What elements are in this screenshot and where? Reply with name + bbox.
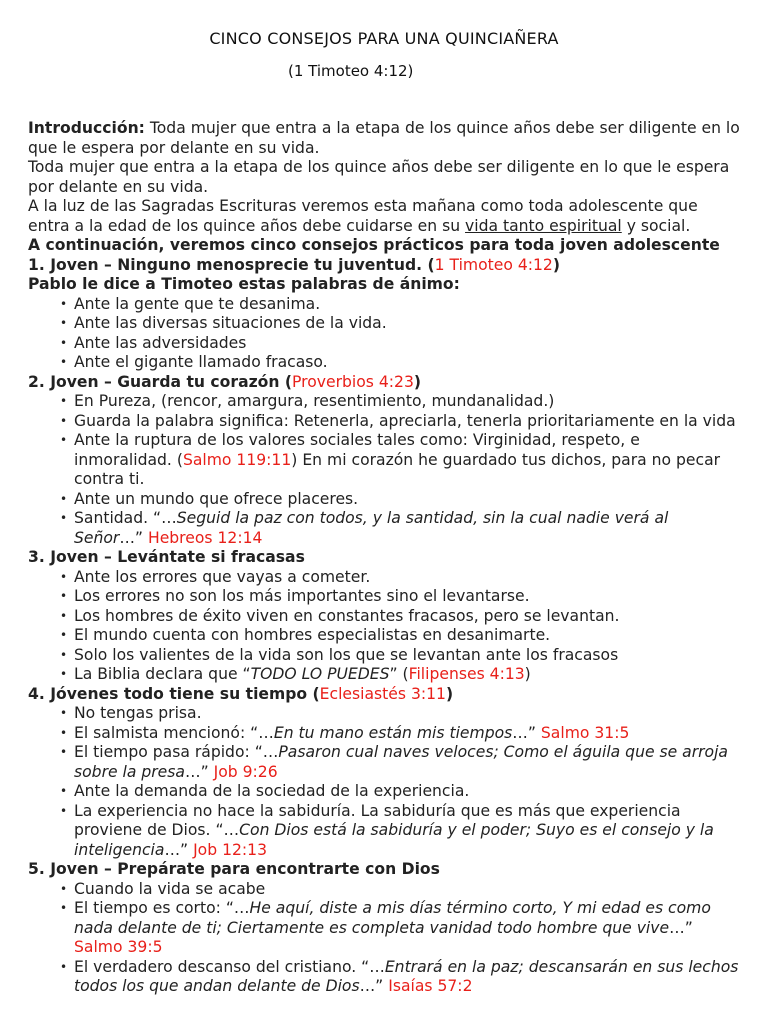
list-item: • El verdadero descanso del cristiano. “…Entrará en la paz; descansarán en sus lechos todos los que andan delante de Dios…” Isaías 57:2 bbox=[28, 958, 740, 997]
intro-paragraph-1: Introducción: Toda mujer que entra a la etapa de los quince años debe ser diligente en lo que le espera por delante en su vida. bbox=[28, 119, 740, 157]
scripture-reference: Proverbios 4:23 bbox=[292, 372, 414, 391]
quote: He aquí, diste a mis días término corto, Y mi edad es como nada delante de ti; Ciertamente es completa vanidad todo hombre que vive bbox=[74, 899, 711, 937]
quote: En tu mano están mis tiempos bbox=[273, 723, 513, 742]
scripture-reference: Eclesiastés 3:11 bbox=[319, 684, 446, 703]
list-item: • No tengas prisa. bbox=[28, 704, 740, 724]
list-item: • El salmista mencionó: “…En tu mano están mis tiempos…” Salmo 31:5 bbox=[28, 724, 740, 744]
section-4-heading: 4. Jóvenes todo tiene su tiempo (Eclesiastés 3:11) bbox=[28, 684, 454, 703]
list-item: • Guarda la palabra significa: Retenerla, apreciarla, tenerla prioritariamente en la vida bbox=[28, 412, 740, 432]
scripture-reference: Salmo 39:5 bbox=[74, 938, 163, 956]
list-item: • El tiempo pasa rápido: “…Pasaron cual naves veloces; Como el águila que se arroja sobre la presa…” Job 9:26 bbox=[28, 743, 740, 782]
intro-paragraph-4: A continuación, veremos cinco consejos prácticos para toda joven adolescente bbox=[28, 236, 720, 254]
list-item: • Ante las adversidades bbox=[28, 334, 740, 354]
list-item: • El tiempo es corto: “…He aquí, diste a mis días término corto, Y mi edad es como nada delante de ti; Ciertamente es completa vanidad todo hombre que vive…” Salmo 39:5 bbox=[28, 899, 740, 958]
quote: TODO LO PUEDES bbox=[250, 665, 390, 683]
scripture-reference: Isaías 57:2 bbox=[388, 977, 473, 995]
list-item: • En Pureza, (rencor, amargura, resentimiento, mundanalidad.) bbox=[28, 392, 740, 412]
section-2-heading: 2. Joven – Guarda tu corazón (Proverbios 4:23) bbox=[28, 372, 422, 391]
underlined-phrase: vida tanto espiritual bbox=[465, 216, 622, 235]
section-1-subheading: Pablo le dice a Timoteo estas palabras de ánimo: bbox=[28, 275, 460, 293]
scripture-reference: Job 9:26 bbox=[213, 762, 278, 781]
list-item: • Los errores no son los más importantes sino el levantarse. bbox=[28, 587, 740, 607]
list-item: • Ante las diversas situaciones de la vida. bbox=[28, 314, 740, 334]
section-3-heading: 3. Joven – Levántate si fracasas bbox=[28, 548, 305, 566]
quote: Seguid la paz con todos, y la santidad, sin la cual nadie verá al Señor bbox=[74, 509, 669, 547]
list-item: • Ante la gente que te desanima. bbox=[28, 295, 740, 315]
document-body bbox=[28, 119, 740, 997]
section-4-list bbox=[28, 704, 740, 860]
section-1-list bbox=[28, 295, 740, 373]
section-3-list bbox=[28, 568, 740, 685]
list-item: • Los hombres de éxito viven en constantes fracasos, pero se levantan. bbox=[28, 607, 740, 627]
list-item: • La Biblia declara que “TODO LO PUEDES” (Filipenses 4:13) bbox=[28, 665, 740, 685]
section-2-list bbox=[28, 392, 740, 548]
list-item: • Ante un mundo que ofrece placeres. bbox=[28, 490, 740, 510]
intro-label: Introducción: bbox=[28, 119, 145, 137]
scripture-reference: Filipenses 4:13 bbox=[408, 665, 525, 683]
list-item: • Ante la ruptura de los valores sociales tales como: Virginidad, respeto, e inmoralidad. (Salmo 119:11) En mi corazón he guardado tus dichos, para no pecar contra ti. bbox=[28, 431, 740, 490]
intro-paragraph-2: Toda mujer que entra a la etapa de los quince años debe ser diligente en lo que le espera por delante en su vida. bbox=[28, 158, 730, 196]
list-item: • Ante los errores que vayas a cometer. bbox=[28, 568, 740, 588]
scripture-reference: Salmo 119:11 bbox=[182, 450, 292, 469]
list-item: • Ante la demanda de la sociedad de la experiencia. bbox=[28, 782, 740, 802]
document-subtitle: (1 Timoteo 4:12) bbox=[288, 62, 414, 80]
section-5-list bbox=[28, 880, 740, 997]
scripture-reference: Job 12:13 bbox=[193, 840, 268, 859]
scripture-reference: Salmo 31:5 bbox=[540, 723, 630, 742]
document-title: CINCO CONSEJOS PARA UNA QUINCIAÑERA bbox=[209, 29, 559, 48]
quote: Entrará en la paz; descansarán en sus lechos todos los que andan delante de Dios bbox=[74, 957, 739, 995]
scripture-reference: Hebreos 12:14 bbox=[147, 528, 263, 547]
section-1-heading: 1. Joven – Ninguno menosprecie tu juventud. (1 Timoteo 4:12) bbox=[28, 255, 560, 274]
list-item: • Cuando la vida se acabe bbox=[28, 880, 740, 900]
scripture-reference: 1 Timoteo 4:12 bbox=[434, 255, 553, 274]
quote: Pasaron cual naves veloces; Como el águila que se arroja sobre la presa bbox=[74, 743, 728, 781]
list-item: • Santidad. “…Seguid la paz con todos, y la santidad, sin la cual nadie verá al Señor…” Hebreos 12:14 bbox=[28, 509, 740, 548]
list-item: • Solo los valientes de la vida son los que se levantan ante los fracasos bbox=[28, 646, 740, 666]
list-item: • La experiencia no hace la sabiduría. La sabiduría que es más que experiencia proviene de Dios. “…Con Dios está la sabiduría y el poder; Suyo es el consejo y la inteligencia…” Job 12:13 bbox=[28, 802, 740, 861]
quote: Con Dios está la sabiduría y el poder; Suyo es el consejo y la inteligencia bbox=[74, 821, 714, 859]
intro-paragraph-3: A la luz de las Sagradas Escrituras veremos esta mañana como toda adolescente que entra a la edad de los quince años debe cuidarse en su vida tanto espiritual y social. bbox=[28, 197, 698, 235]
list-item: • Ante el gigante llamado fracaso. bbox=[28, 353, 740, 373]
list-item: • El mundo cuenta con hombres especialistas en desanimarte. bbox=[28, 626, 740, 646]
section-5-heading: 5. Joven – Prepárate para encontrarte con Dios bbox=[28, 860, 440, 878]
